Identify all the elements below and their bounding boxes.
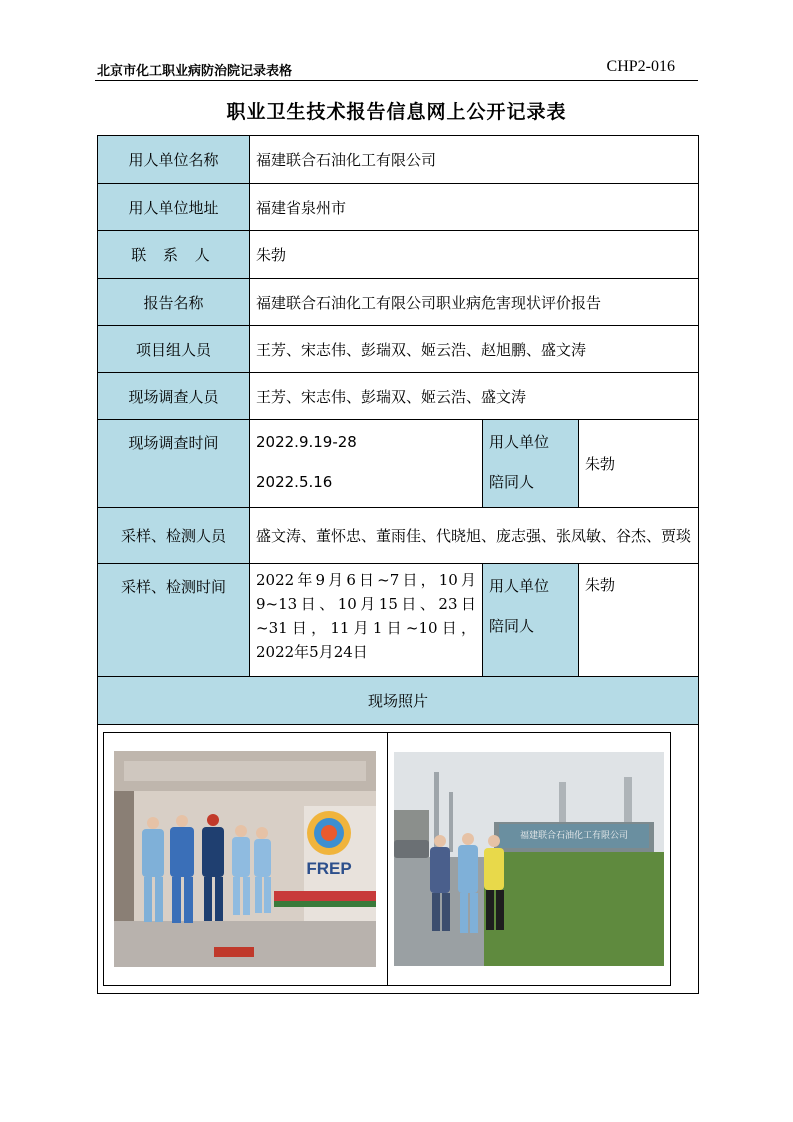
survey-escort-value: 朱勃: [579, 420, 699, 508]
row-photos: [98, 725, 699, 994]
page-title: 职业卫生技术报告信息网上公开记录表: [226, 101, 567, 123]
row-report-name: [98, 279, 699, 326]
company-name-label: 用人单位名称: [98, 136, 250, 184]
contact-value: 朱勃: [250, 231, 699, 279]
survey-escort-label: [483, 420, 579, 508]
photo-box-2: [387, 733, 671, 985]
form-code: CHP2-016: [606, 58, 675, 75]
company-address-value: 福建省泉州市: [250, 184, 699, 231]
survey-escort-label-line-2: 陪同人: [489, 473, 535, 491]
sampling-staff-label: 采样、检测人员: [98, 508, 250, 564]
report-name-value: 福建联合石油化工有限公司职业病危害现状评价报告: [250, 279, 699, 326]
row-company-address: [98, 184, 699, 231]
org-header: 北京市化工职业病防治院记录表格: [97, 64, 293, 79]
photo-box-1: [104, 733, 387, 985]
survey-time-line-2: 2022.5.16: [256, 473, 333, 491]
survey-time-value: [250, 420, 483, 508]
row-company-name: [98, 136, 699, 184]
report-name-label: 报告名称: [98, 279, 250, 326]
survey-staff-value: 王芳、宋志伟、彭瑞双、姬云浩、盛文涛: [250, 373, 699, 420]
company-address-label: 用人单位地址: [98, 184, 250, 231]
survey-time-line-1: 2022.9.19-28: [256, 433, 357, 451]
sampling-escort-label-line-2: 陪同人: [489, 617, 535, 635]
company-name-value: 福建联合石油化工有限公司: [250, 136, 699, 184]
sampling-escort-label: [483, 564, 579, 677]
contact-label: 联 系 人: [98, 231, 250, 279]
row-sampling-time: [98, 564, 699, 677]
project-team-label: 项目组人员: [98, 326, 250, 373]
sampling-escort-label-line-1: 用人单位: [489, 577, 550, 595]
record-table: [97, 135, 699, 994]
photos-cell: [98, 725, 699, 994]
site-photo-lobby: [114, 751, 376, 967]
photos-label: 现场照片: [98, 677, 699, 725]
sampling-time-value: 2022年9月6日~7日，10月9~13日、10月15日、23日~31日，11月1日~10日，2022年5月24日: [250, 564, 483, 677]
row-survey-staff: [98, 373, 699, 420]
sampling-staff-value: 盛文涛、董怀忠、董雨佳、代晓旭、庞志强、张凤敏、谷杰、贾琰: [250, 508, 699, 564]
company-sign-text: 福建联合石油化工有限公司: [519, 831, 628, 841]
row-contact: [98, 231, 699, 279]
row-photos-header: [98, 677, 699, 725]
sampling-time-label: 采样、检测时间: [98, 564, 250, 677]
site-photo-entrance: [394, 752, 664, 966]
survey-time-label: 现场调查时间: [98, 420, 250, 508]
sampling-escort-value: 朱勃: [579, 564, 699, 677]
project-team-value: 王芳、宋志伟、彭瑞双、姬云浩、赵旭鹏、盛文涛: [250, 326, 699, 373]
survey-escort-label-line-1: 用人单位: [489, 433, 550, 451]
frep-logo-text: FREP: [306, 859, 352, 878]
survey-staff-label: 现场调查人员: [98, 373, 250, 420]
row-project-team: [98, 326, 699, 373]
row-sampling-staff: [98, 508, 699, 564]
photo-grid: [103, 732, 671, 986]
header-rule: [95, 80, 698, 81]
row-survey-time: [98, 420, 699, 508]
